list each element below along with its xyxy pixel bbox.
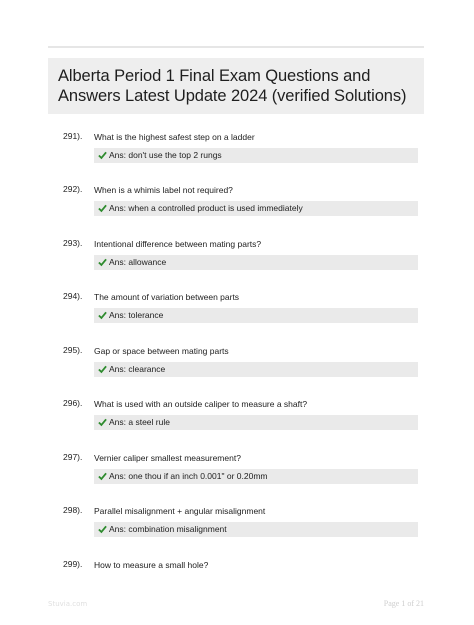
answer-box [94,362,418,377]
answer-box [94,201,418,216]
title-box [48,58,424,114]
check-icon [98,310,107,320]
answer-box [94,522,418,537]
answer-box [94,148,418,163]
question-text: Gap or space between mating parts [94,346,229,356]
question-number: 291). [63,131,83,141]
answer-box [94,469,418,484]
check-icon [98,203,107,213]
question-text: What is the highest safest step on a ladder [94,132,255,142]
qa-item [0,398,474,438]
check-icon [98,257,107,267]
answer-text: Ans: combination misalignment [109,524,227,534]
question-number: 296). [63,398,83,408]
question-text: Vernier caliper smallest measurement? [94,453,241,463]
question-text: What is used with an outside caliper to measure a shaft? [94,399,308,409]
question-number: 299). [63,559,83,569]
page-number: Page 1 of 21 [383,599,424,608]
question-number: 297). [63,452,83,462]
qa-item [0,452,474,492]
question-number: 295). [63,345,83,355]
qa-item [0,238,474,278]
qa-item [0,345,474,385]
answer-text: Ans: tolerance [109,310,164,320]
answer-box [94,255,418,270]
qa-item [0,291,474,331]
question-text: Parallel misalignment + angular misalignment [94,506,266,516]
footer-watermark: Stuvia.com [48,600,88,608]
check-icon [98,150,107,160]
answer-box [94,308,418,323]
question-number: 293). [63,238,83,248]
check-icon [98,471,107,481]
check-icon [98,524,107,534]
answer-text: Ans: allowance [109,257,167,267]
qa-item [0,131,474,171]
qa-item [0,505,474,545]
check-icon [98,417,107,427]
qa-item [0,559,474,599]
answer-text: Ans: one thou if an inch 0.001" or 0.20mm [109,471,268,481]
question-text: The amount of variation between parts [94,292,240,302]
question-number: 294). [63,291,83,301]
answer-box [94,415,418,430]
answer-text: Ans: clearance [109,364,166,374]
question-number: 292). [63,184,83,194]
question-number: 298). [63,505,83,515]
answer-text: Ans: don't use the top 2 rungs [109,150,222,160]
answer-text: Ans: when a controlled product is used immediately [109,203,303,213]
top-rule [48,46,424,48]
answer-text: Ans: a steel rule [109,417,170,427]
question-text: How to measure a small hole? [94,560,209,570]
check-icon [98,364,107,374]
qa-item [0,184,474,224]
question-text: When is a whimis label not required? [94,185,233,195]
question-text: Intentional difference between mating parts? [94,239,262,249]
document-title: Alberta Period 1 Final Exam Questions and Answers Latest Update 2024 (verified Solutions) [58,67,407,105]
